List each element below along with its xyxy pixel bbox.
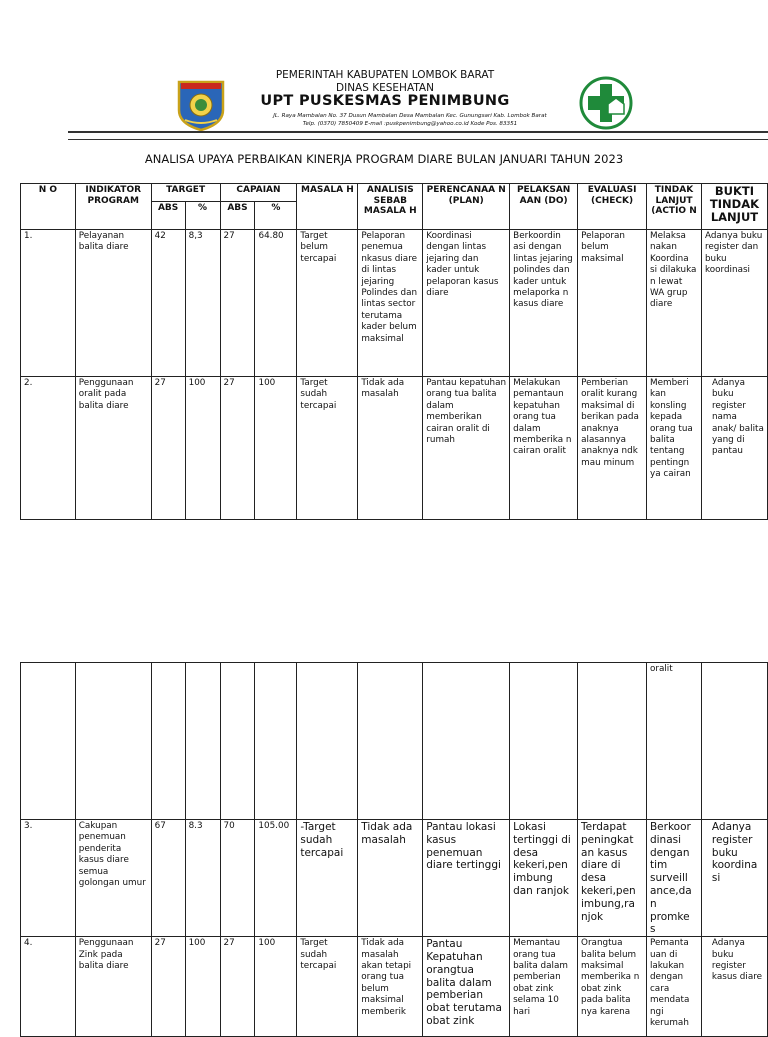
cell-pelaksanaan: Memantau orang tua balita dalam pemberian obat zink selama 10 hari (510, 937, 578, 1037)
cell-pelaksanaan: Melakukan pemantaun kepatuhan orang tua dalam memberika n cairan oralit (510, 377, 578, 520)
dept-line: DINAS KESEHATAN (336, 82, 434, 94)
cell-bukti: Adanya register buku koordina si (701, 820, 767, 937)
col-analisis: ANALISIS SEBAB MASALA H (358, 184, 423, 230)
col-capaian-pct: % (255, 202, 297, 230)
col-bukti: BUKTI TINDAK LANJUT (701, 184, 767, 230)
cell-capaian-abs: 27 (220, 937, 255, 1037)
cell-target-pct: 100 (185, 937, 220, 1037)
cell-evaluasi: Orangtua balita belum maksimal memberika n obat zink pada balita nya karena (578, 937, 647, 1037)
cell-capaian-abs: 70 (220, 820, 255, 937)
address-block (240, 112, 580, 128)
cell-target-abs: 42 (151, 230, 185, 377)
cell-analisis: Tidak ada masalah (358, 377, 423, 520)
cell-tindak-lanjut: oralit (646, 663, 701, 820)
cell-masalah: Target sudah tercapai (297, 377, 358, 520)
cell-pelaksanaan: Lokasi tertinggi di desa kekeri,pen imbung dan ranjok (510, 820, 578, 937)
document-title: ANALISA UPAYA PERBAIKAN KINERJA PROGRAM DIARE BULAN JANUARI TAHUN 2023 (144, 152, 624, 166)
cell-tindak-lanjut: Memberi kan konsling kepada orang tua balita tentang pentingn ya cairan (647, 377, 702, 520)
cell-bukti: Adanya buku register dan buku koordinasi (701, 230, 767, 377)
col-evaluasi: EVALUASI (CHECK) (578, 184, 647, 230)
table-row (21, 820, 768, 937)
cell-perencanaan: Pantau Kepatuhan orangtua balita dalam pemberian obat terutama obat zink (423, 937, 510, 1037)
col-target-abs: ABS (151, 202, 185, 230)
cell-masalah: -Target sudah tercapai (297, 820, 358, 937)
cell-no: 3. (21, 820, 76, 937)
header-rule-thin (68, 139, 768, 140)
cell-target-abs: 67 (151, 820, 185, 937)
cell-indikator: Cakupan penemuan penderita kasus diare semua golongan umur (75, 820, 151, 937)
col-tindak-lanjut: TINDAK LANJUT (ACTIO N (647, 184, 702, 230)
cell-masalah: Target sudah tercapai (297, 937, 358, 1037)
health-cross-logo (578, 74, 634, 132)
cell-analisis: Tidak ada masalah akan tetapi orang tua belum maksimal memberik (358, 937, 423, 1037)
cell-target-abs: 27 (151, 377, 185, 520)
cell-masalah: Target belum tercapai (297, 230, 358, 377)
col-capaian: CAPAIAN (220, 184, 297, 202)
cell-evaluasi: Pelaporan belum maksimal (578, 230, 647, 377)
col-pelaksanaan: PELAKSAN AAN (DO) (510, 184, 578, 230)
table-row (21, 377, 768, 520)
analysis-table-continued (20, 662, 768, 1037)
cell-perencanaan: Pantau kepatuhan orang tua balita dalam memberikan cairan oralit di rumah (423, 377, 510, 520)
col-no: N O (21, 184, 76, 230)
cell-no: 1. (21, 230, 76, 377)
cell-target-pct: 100 (185, 377, 220, 520)
cell-indikator: Penggunaan oralit pada balita diare (75, 377, 151, 520)
cell-pelaksanaan: Berkoordin asi dengan lintas jejaring polindes dan kader untuk melaporka n kasus diare (510, 230, 578, 377)
gov-line: PEMERINTAH KABUPATEN LOMBOK BARAT (275, 69, 495, 81)
cell-capaian-abs: 27 (220, 230, 255, 377)
cell-no: 4. (21, 937, 76, 1037)
cell-tindak-lanjut: Pemanta uan di lakukan dengan cara mendata ngi kerumah (646, 937, 701, 1037)
cell-evaluasi: Pemberian oralit kurang maksimal di berikan pada anaknya alasannya anaknya ndk mau minum (578, 377, 647, 520)
col-indikator: INDIKATOR PROGRAM (75, 184, 151, 230)
cell-evaluasi: Terdapat peningkat an kasus diare di desa kekeri,pen imbung,ra njok (578, 820, 647, 937)
cell-tindak-lanjut: Melaksa nakan Koordina si dilakuka n lewat WA grup diare (647, 230, 702, 377)
cell-target-pct: 8,3 (185, 230, 220, 377)
cell-capaian-abs: 27 (220, 377, 255, 520)
cell-no: 2. (21, 377, 76, 520)
cell-indikator: Penggunaan Zink pada balita diare (75, 937, 151, 1037)
col-target-pct: % (185, 202, 220, 230)
cell-indikator: Pelayanan balita diare (75, 230, 151, 377)
col-masalah: MASALA H (297, 184, 358, 230)
header-rule-thick (68, 131, 768, 133)
contact-line: Telp. (0370) 7850409 E-mail :puskpenimbung@yahoo.co.id Kode Pos. 83351 (302, 121, 518, 127)
analysis-table (20, 183, 768, 520)
org-name: UPT PUSKESMAS PENIMBUNG (260, 93, 510, 109)
lombok-barat-logo (177, 80, 225, 132)
analysis-table-page2 (20, 662, 768, 1037)
col-perencanaan: PERENCANAA N (PLAN) (423, 184, 510, 230)
cell-perencanaan: Pantau lokasi kasus penemuan diare tertinggi (423, 820, 510, 937)
cell-analisis: Pelaporan penemua nkasus diare di lintas jejaring Polindes dan lintas sector terutama kader belum maksimal (358, 230, 423, 377)
cell-target-abs: 27 (151, 937, 185, 1037)
col-target: TARGET (151, 184, 220, 202)
cell-bukti: Adanya buku register nama anak/ balita yang di pantau (701, 377, 767, 520)
cell-perencanaan: Koordinasi dengan lintas jejaring dan kader untuk pelaporan kasus diare (423, 230, 510, 377)
cell-analisis: Tidak ada masalah (358, 820, 423, 937)
cell-capaian-pct: 100 (255, 937, 297, 1037)
table-row (21, 937, 768, 1037)
address-line: JL. Raya Mambalan No. 37 Dusun Mambalan Desa Mambalan Kec. Gunungsari Kab. Lombok Barat (273, 113, 547, 119)
table-row (21, 230, 768, 377)
cell-tindak-lanjut: Berkoor dinasi dengan tim surveill ance,da n promke s (646, 820, 701, 937)
analysis-table-page1 (20, 183, 768, 520)
cell-bukti: Adanya buku register kasus diare (701, 937, 767, 1037)
cell-capaian-pct: 100 (255, 377, 297, 520)
cell-capaian-pct: 64.80 (255, 230, 297, 377)
cell-target-pct: 8.3 (185, 820, 220, 937)
table-row-continued (21, 663, 768, 820)
cell-capaian-pct: 105.00 (255, 820, 297, 937)
col-capaian-abs: ABS (220, 202, 255, 230)
